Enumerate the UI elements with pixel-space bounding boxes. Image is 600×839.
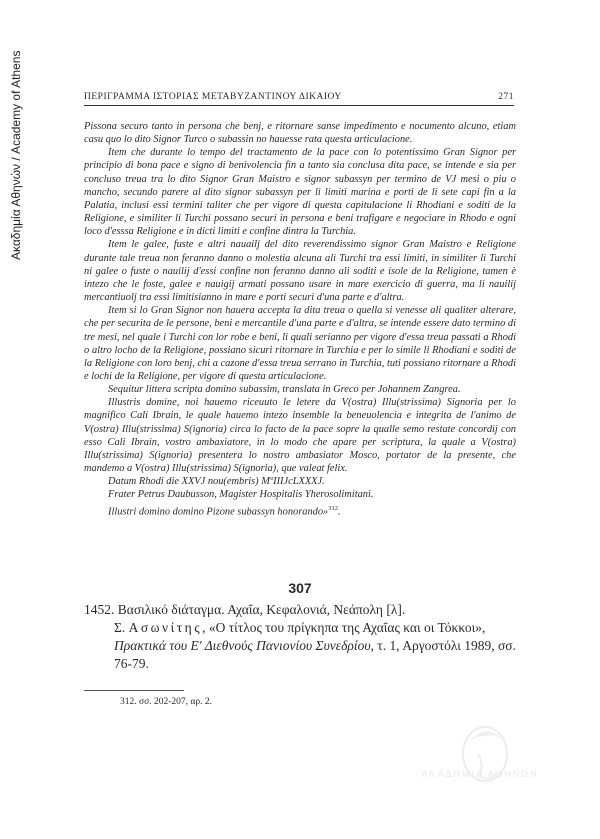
footnote-divider (84, 690, 184, 691)
publication-title: Πρακτικά του Ε' Διεθνούς Πανιονίου Συνεδρίου (114, 638, 371, 653)
entry-heading: 1452. Βασιλικό διάταγμα. Αχαΐα, Κεφαλονιά, Νεάπολη [λ]. (84, 602, 406, 617)
entry-reference (84, 619, 516, 673)
paragraph: Item si lo Gran Signor non hauera accepta la dita treua o quella si venesse ali qualiter alterare, che per securita de le persone, beni e mercantile d'una parte e d'altra, se intende essere dato termino di tre mesi, nel quale i Turchi con lor robe e beni, li quali serianno per vigore d'essa treua passati a Rhodi o altro locho de la Religione, possiano sicuri ritornare in Turchia e per lo simile li Rhodiani e soditi de la Religione con loro benj, chi a cazone d'essa treua serrano in Turchia, tuti possiano ritornare a Rhodi e lochi de la Religione, per vigore di questa articulacione. (84, 305, 516, 382)
author-initial: Σ. (114, 620, 126, 635)
bibliography-entry (84, 601, 516, 673)
paragraph: Sequitur littera scripta domino subassim, translata in Greco per Johannem Zangrea. (108, 384, 461, 396)
document-number: 307 (288, 580, 312, 596)
paragraph: Item che durante lo tempo del tractamento de la pace con lo potentissimo Gran Signor per principio di bona pace e signo di benivolencia fin a tanto sia conclusa dita pace, se intende e sia per concluso treua tra lo dito Signor Gran Maistro e signor subassyn per termino de VJ mesi o piu o mancho, secundo parere al dito signor subassyn per li limiti marina e porti de li sete capi fin a la Palatia, inclusi essi termini taliter che per vigore di questa capitulacione li Rhodiani e soditi de la Religione, e similiter li Turchi possano securi in persona e beni trafigare e negociare in Rhodo e ogni loco d'esssa Religione e in dicti limiti e confine dintra la Turchia. (84, 147, 516, 238)
paragraph: Item le galee, fuste e altri nauailj del dito reverendissimo signor Gran Maistro e Religione durante tale treua non feranno danno o molestia alcuna ali Turchi tra essi limiti, in similiter li Turchi ni galee o fuste o nauilij d'essi confine non feranno danno ali soditi e isole de la Religione, tamen è intezo che le foste, galee e nauigij armati possano usare in mare exercicio di guerra, ma li nauilij mercantiuolj tra essi limitisianno in mare e porti securi d'una parte e d'altra. (84, 239, 516, 304)
footnote: 312. σσ. 202-207, αρ. 2. (120, 697, 212, 707)
running-title: ΠΕΡΙΓΡΑΜΜΑ ΙΣΤΟΡΙΑΣ ΜΕΤΑΒΥΖΑΝΤΙΝΟΥ ΔΙΚΑΙΟΥ (84, 92, 342, 102)
signature-text: Illustri domino domino Pizone subassyn honorando» (108, 506, 329, 517)
paragraph: Pissona securo tanto in persona che benj, e ritornare sanse impedimento e nocumento alcuno, etiam casu quo lo dito Signor Turco o subassin no hauesse rata questa articulacione. (84, 121, 516, 146)
publication-details: , τ. 1, Αργοστόλι 1989, σσ. 76-79. (114, 638, 516, 671)
signature-line: Illustri domino domino Pizone subassyn honorando»$^{312}$. (108, 504, 341, 517)
footnote-marker: 312 (328, 504, 338, 512)
article-title: , «Ο τίτλος του πρίγκηπα της Αχαΐας και οι Τόκκοι», (202, 620, 486, 635)
watermark-text: ΑΚΑΔΗΜΙΑ ΑΘΗΝΩΝ (421, 769, 539, 779)
signature-line: Frater Petrus Daubusson, Magister Hospitalis Yherosolimitani. (108, 489, 374, 501)
academy-watermark (388, 724, 573, 794)
side-caption: Ακαδημία Αθηνών / Academy of Athens (9, 50, 23, 260)
running-header (84, 92, 514, 106)
author-surname: Ασωνίτης (128, 620, 203, 635)
page-number: 271 (498, 92, 514, 102)
document-body (84, 120, 516, 518)
signature-line: Datum Rhodi die XXVJ nou(embris) MºIIIJcLXXXJ. (108, 476, 325, 488)
paragraph: Illustris domine, noi hauemo riceuuto le letere da V(ostra) Illu(strissima) Signoria per lo magnifico Cali Ibrain, le quale hauemo intezo insemble la beneuolencia e integrita de l'animo de V(ostra) Illu(strissima) S(ignoria) circa lo facto de la pace sopre la qualle semo restate concordij con esso Cali Ibrain, vostro ambaxiatore, in lo modo che apare per scriptura, la quale a V(ostra) Illu(strissima) S(ignoria) presentera lo nostro ambasiator Mosco, portator de la presente, che mandemo a V(ostra) Illu(strissima) S(ignoria), que valeat felix. (84, 397, 516, 475)
